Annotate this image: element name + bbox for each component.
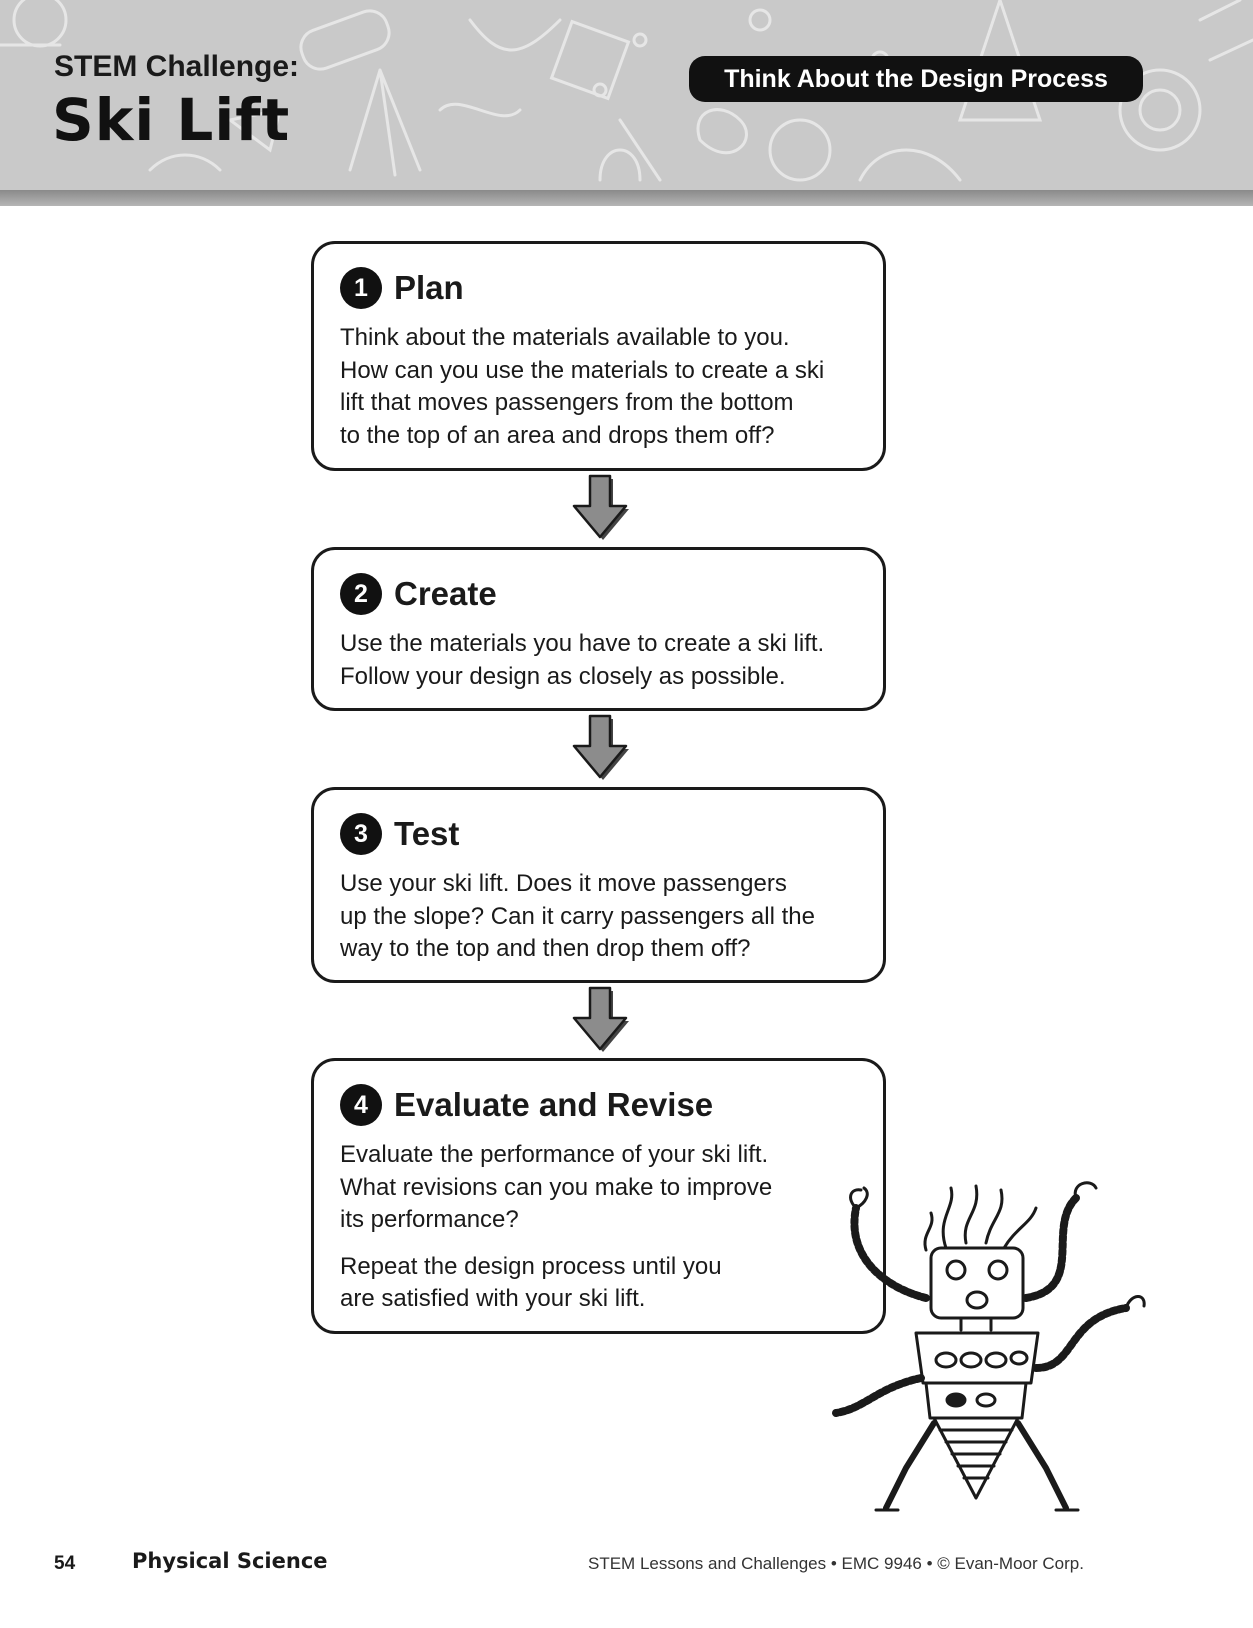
step-card-create [311, 547, 886, 711]
step-note: Repeat the design process until you are satisfied with your ski lift. [340, 1252, 722, 1312]
down-arrow-icon [570, 473, 630, 543]
publisher-credit: STEM Lessons and Challenges • EMC 9946 • © Evan-Moor Corp. [588, 1554, 1084, 1573]
robot-illustration [826, 1178, 1206, 1538]
page-number: 54 [54, 1553, 76, 1574]
step-title: Evaluate and Revise [394, 1086, 714, 1123]
down-arrow-icon [570, 985, 630, 1055]
step-description: Evaluate the performance of your ski lift. What revisions can you make to improve its performance? [340, 1141, 773, 1233]
step-number-badge: 4 [340, 1084, 382, 1126]
header-divider [0, 190, 1253, 206]
step-number-badge: 2 [340, 573, 382, 615]
step-title: Test [394, 815, 460, 852]
page-title: Ski Lift [52, 86, 291, 154]
step-description: Use the materials you have to create a ski lift. Follow your design as closely as possible. [340, 630, 825, 690]
challenge-kicker: STEM Challenge: [54, 50, 300, 83]
step-number-badge: 3 [340, 813, 382, 855]
step-card-evaluate [311, 1058, 886, 1334]
step-title: Plan [394, 269, 464, 306]
page-header [0, 0, 1253, 190]
step-card-plan [311, 241, 886, 471]
section-badge: Think About the Design Process [689, 56, 1143, 102]
step-description: Think about the materials available to you. How can you use the materials to create a ski lift that moves passengers from the bottom to the top of an area and drops them off? [340, 324, 825, 449]
step-card-test [311, 787, 886, 983]
step-number-badge: 1 [340, 267, 382, 309]
section-name: Physical Science [132, 1549, 328, 1573]
down-arrow-icon [570, 713, 630, 783]
step-title: Create [394, 575, 497, 612]
step-description: Use your ski lift. Does it move passengers up the slope? Can it carry passengers all the way to the top and then drop them off? [340, 870, 815, 962]
